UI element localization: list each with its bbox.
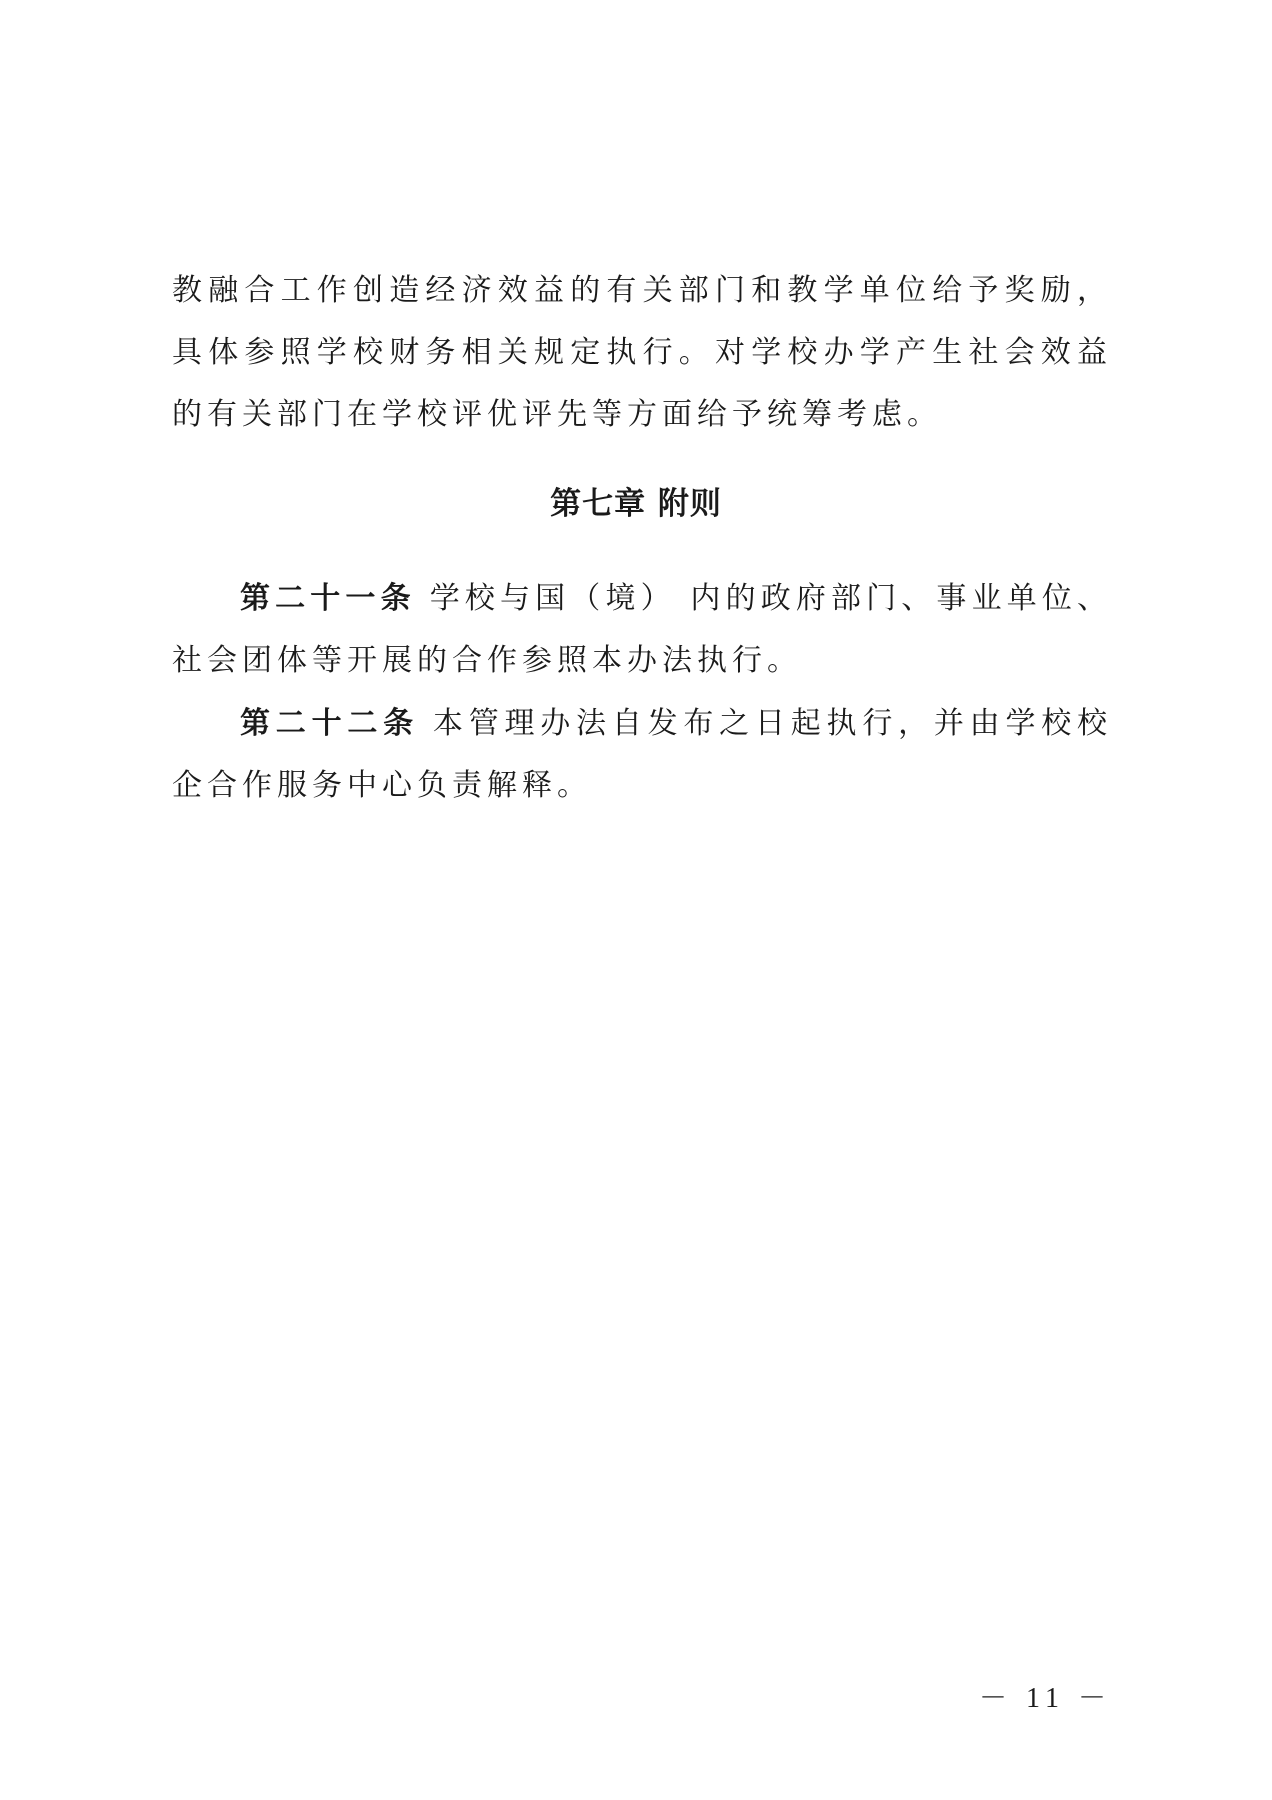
chapter-title: 第七章 附则 xyxy=(550,486,722,522)
article-22 xyxy=(172,693,1112,817)
article-22-text: 本管理办法自发布之日起执行，并由学校校企合作服务中心负责解释。 xyxy=(172,706,1113,803)
article-21 xyxy=(172,568,1112,692)
article-22-label: 第二十二条 xyxy=(240,706,419,741)
article-21-label: 第二十一条 xyxy=(240,581,416,616)
page-number: － 11 － xyxy=(979,1683,1112,1714)
continued-paragraph: 教融合工作创造经济效益的有关部门和教学单位给予奖励，具体参照学校财务相关规定执行。对学校办学产生社会效益的有关部门在学校评优评先等方面给予统筹考虑。 xyxy=(172,273,1112,432)
article-21-text: 学校与国（境） 内的政府部门、事业单位、社会团体等开展的合作参照本办法执行。 xyxy=(172,581,1113,678)
